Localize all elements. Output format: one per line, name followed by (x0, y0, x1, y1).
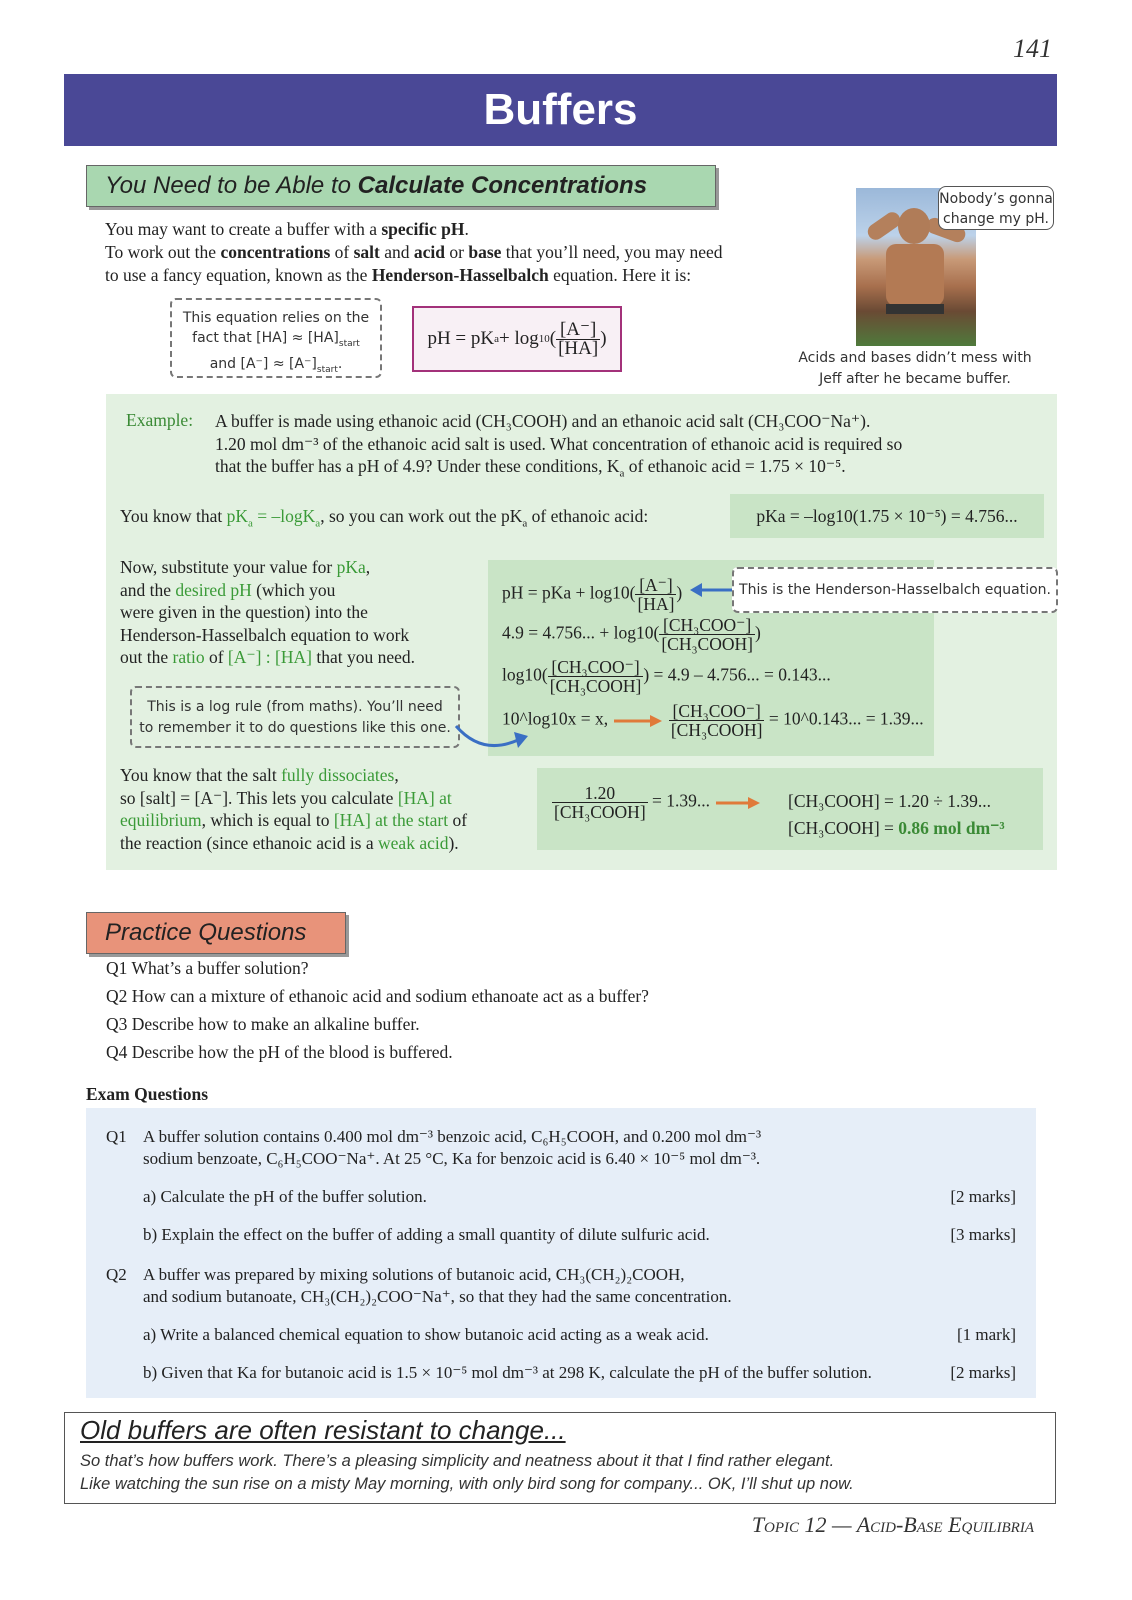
exam-q1a: a) Calculate the pH of the buffer solution. (143, 1187, 427, 1206)
final-result-1: [CH₃COOH] = 1.20 ÷ 1.39... (788, 791, 992, 811)
page-title: Buffers (64, 74, 1057, 146)
pka-explanation: You know that $pK_a = -\log K_a$, so you can work out the $pK_a$ of ethanoic acid: (120, 506, 649, 530)
section-heading-bold: Calculate Concentrations (357, 172, 648, 199)
practice-question-1: Q1 What’s a buffer solution? (106, 958, 309, 978)
henderson-hasselbalch-equation: pH = pK a + log 10 ( $\frac{[A^-]}{[HA]}$ ) (412, 306, 622, 372)
exam-q1b-marks: [3 marks] (950, 1225, 1016, 1244)
footer-title: Old buffers are often resistant to change... (80, 1415, 566, 1445)
salt-paragraph: You know that the salt fully dissociates, so [salt] = [A⁻]. This lets you calculate [HA] at equilibrium, which is equal to [HA] at the start of the reaction (since ethanoic acid is a weak acid). (120, 765, 468, 853)
pka-calculation: pKa = –log10(1.75 × 10⁻⁵) = 4.756... (730, 494, 1044, 538)
example-text: A buffer is made using ethanoic acid (CH₃COOH) and an ethanoic acid salt (CH₃COO⁻Na⁺). 1.20 mol dm⁻³ of the ethanoic acid salt is used. What concentration of ethanoic acid is required so that the buffer has a pH of 4.9? Under these conditions, $K_a$ of ethanoic acid = 1.75 × 10⁻⁵. (215, 411, 903, 480)
footer-text: So that’s how buffers work. There’s a pleasing simplicity and neatness about it that I find rather elegant. Like watching the sun rise on a misty May morning, with only bird song for company... OK, I’ll shut up now. (80, 1452, 854, 1493)
arrow-right-icon (714, 796, 762, 810)
speech-bubble: Nobody’s gonna change my pH. (938, 186, 1054, 230)
section-heading-pre: You Need to be Able to (105, 172, 358, 199)
calc-row-1: pH = pKa + log10( $\frac{[A^-]}{[HA]}$ ) (502, 575, 683, 614)
intro-paragraph: You may want to create a buffer with a specific pH. To work out the concentrations of salt and acid or base that you’ll need, you may need to use a fancy equation, known as the Henderson-Hasselbalch equation. Here it is: (105, 219, 723, 285)
exam-q2-text: A buffer was prepared by mixing solutions of butanoic acid, CH₃(CH₂)₂COOH, and sodium butanoate, CH₃(CH₂)₂COO⁻Na⁺, so that they had the same concentration. (143, 1265, 732, 1306)
practice-heading: Practice Questions (86, 912, 346, 954)
note-log-rule: This is a log rule (from maths). You’ll need to remember it to do questions like this one. (130, 686, 460, 748)
page-number: 141 (1013, 34, 1052, 63)
note-henderson-hasselbalch: This is the Henderson-Hasselbalch equation. (732, 567, 1058, 613)
section-heading-calculate (86, 165, 716, 207)
exam-q1-text: A buffer solution contains 0.400 mol dm⁻³ benzoic acid, C₆H₅COOH, and 0.200 mol dm⁻³ sodium benzoate, C₆H₅COO⁻Na⁺. At 25 °C, Ka for benzoic acid is 6.40 × 10⁻⁵ mol dm⁻³. (143, 1127, 762, 1168)
substitute-paragraph: Now, substitute your value for pKa, and the desired pH (which you were given in the question) into the Henderson-Hasselbalch equation to work out the ratio of [A⁻] : [HA] that you need. (120, 557, 416, 667)
curved-arrow-icon (452, 718, 532, 752)
exam-q2b: b) Given that Ka for butanoic acid is 1.5 × 10⁻⁵ mol dm⁻³ at 298 K, calculate the pH of the buffer solution. (143, 1363, 872, 1382)
final-fraction: $\frac{1.20}{\text{[CH₃COOH]}}$ = 1.39... (552, 784, 762, 821)
exam-q2-number: Q2 (106, 1265, 127, 1284)
arrow-left-icon (688, 582, 736, 598)
arrow-right-icon (612, 714, 664, 728)
example-label: Example: (126, 410, 194, 430)
exam-q2a: a) Write a balanced chemical equation to show butanoic acid acting as a weak acid. (143, 1325, 709, 1344)
exam-q2b-marks: [2 marks] (950, 1363, 1016, 1382)
final-result-2: [CH₃COOH] = 0.86 mol dm⁻³ (788, 818, 1005, 838)
topic-label: Topic 12 — Acid-Base Equilibria (751, 1512, 1034, 1537)
exam-heading: Exam Questions (86, 1084, 209, 1104)
calc-row-4: 10^log10x = x, $\frac{\text{[CH₃COO⁻]}}{\text{[CH₃COOH]}}$ = 10^0.143... = 1.39... (502, 701, 924, 740)
note-equation-assumption: This equation relies on the fact that $[HA] \approx [HA]_{start}$ and $[A^-] \approx [A^-]_{start}$. (170, 298, 382, 378)
exam-q1a-marks: [2 marks] (950, 1187, 1016, 1206)
exam-q1b: b) Explain the effect on the buffer of adding a small quantity of dilute sulfuric acid. (143, 1225, 710, 1244)
calc-row-3: log10( $\frac{\text{[CH₃COO⁻]}}{\text{[CH₃COOH]}}$ ) = 4.9 – 4.756... = 0.143... (502, 657, 831, 696)
practice-question-4: Q4 Describe how the pH of the blood is buffered. (106, 1042, 453, 1062)
exam-q1-number: Q1 (106, 1127, 127, 1146)
photo-caption: Acids and bases didn’t mess with Jeff after he became buffer. (798, 350, 1032, 387)
exam-q2a-marks: [1 mark] (956, 1325, 1016, 1344)
calc-row-2: 4.9 = 4.756... + log10( $\frac{\text{[CH₃COO⁻]}}{\text{[CH₃COOH]}}$ ) (502, 615, 761, 654)
practice-question-3: Q3 Describe how to make an alkaline buffer. (106, 1014, 420, 1034)
practice-question-2: Q2 How can a mixture of ethanoic acid and sodium ethanoate act as a buffer? (106, 986, 649, 1006)
